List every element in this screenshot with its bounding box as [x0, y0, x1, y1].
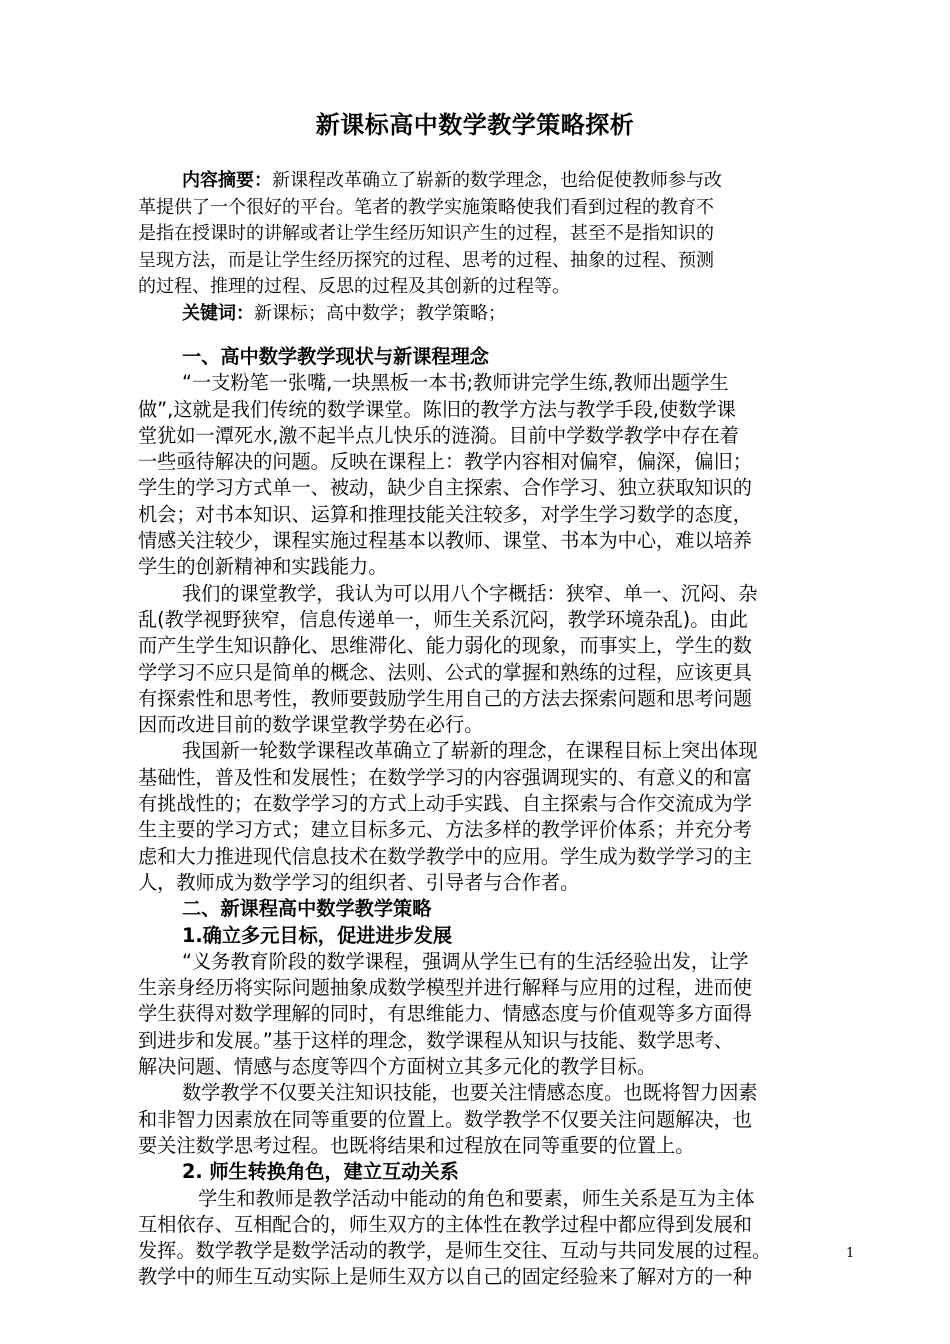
subsection-heading: 1.确立多元目标，促进进步发展 [182, 923, 453, 947]
paragraph-line: 一些亟待解决的问题。反映在课程上：教学内容相对偏窄，偏深，偏旧； [138, 450, 752, 474]
section-heading: 一、高中数学教学现状与新课程理念 [182, 345, 489, 368]
paragraph-line: 互相依存、互相配合的，师生双方的主体性在教学过程中都应得到发展和 [138, 1212, 752, 1236]
paragraph-line: 学生的创新精神和实践能力。 [138, 555, 388, 579]
paragraph-line: 人，教师成为数学学习的组织者、引导者与合作者。 [138, 870, 580, 894]
keywords-line [138, 301, 860, 328]
paragraph-line: 我们的课堂教学，我认为可以用八个字概括：狭窄、单一、沉闷、杂 [182, 581, 758, 605]
abstract-label: 内容摘要： [182, 170, 272, 191]
paragraph-line: 生主要的学习方式；建立目标多元、方法多样的教学评价体系；并充分考 [138, 818, 752, 842]
paragraph-line: 乱(教学视野狭窄，信息传递单一，师生关系沉闷，教学环境杂乱)。由此 [138, 607, 748, 631]
paragraph-line: 做”,这就是我们传统的数学课堂。陈旧的教学方法与教学手段,使数学课 [138, 397, 736, 421]
paragraph-line: 到进步和发展。”基于这样的理念，数学课程从知识与技能、数学思考、 [138, 1028, 734, 1052]
paragraph-line: 学生和教师是教学活动中能动的角色和要素，师生关系是互为主体 [198, 1186, 755, 1210]
paragraph-line: “义务教育阶段的数学课程，强调从学生已有的生活经验出发，让学 [182, 949, 749, 973]
subsection-heading: 2. 师生转换角色，建立互动关系 [182, 1160, 459, 1184]
paragraph-line: 有挑战性的；在数学学习的方式上动手实践、自主探索与合作交流成为学 [138, 792, 752, 816]
abstract-line: 革提供了一个很好的平台。笔者的教学实施策略使我们看到过程的教育不 [138, 196, 714, 218]
paragraph-line: 情感关注较少，课程实施过程基本以教师、课堂、书本为中心，难以培养 [138, 529, 752, 553]
paragraph-line: 学学习不应只是简单的概念、法则、公式的掌握和熟练的过程，应该更具 [138, 660, 752, 684]
paragraph-line: 解决问题、情感与态度等四个方面树立其多元化的教学目标。 [138, 1055, 657, 1079]
body-block [138, 344, 860, 1291]
paragraph-line: 教学中的师生互动实际上是师生双方以自己的固定经验来了解对方的一种 [138, 1265, 752, 1289]
paragraph-line: 学生的学习方式单一、被动，缺少自主探索、合作学习、独立获取知识的 [138, 476, 752, 500]
section-heading: 二、新课程高中数学教学策略 [182, 897, 432, 921]
paragraph-line: 因而改进目前的数学课堂教学势在必行。 [138, 713, 484, 737]
paragraph-line: 而产生学生知识静化、思维滞化、能力弱化的现象，而事实上，学生的数 [138, 634, 752, 658]
page-number: 1 [846, 1246, 855, 1261]
paragraph-line: 发挥。数学教学是数学活动的教学，是师生交往、互动与共同发展的过程。 [138, 1239, 772, 1263]
paragraph-line: 基础性，普及性和发展性；在数学学习的内容强调现实的、有意义的和富 [138, 765, 752, 789]
keywords-label: 关键词： [182, 302, 254, 324]
paragraph-line: “一支粉笔一张嘴,一块黑板一本书;教师讲完学生练,教师出题学生 [182, 371, 729, 395]
paragraph-line: 我国新一轮数学课程改革确立了崭新的理念，在课程目标上突出体现 [182, 739, 758, 763]
paragraph-line: 和非智力因素放在同等重要的位置上。数学教学不仅要关注问题解决，也 [138, 1107, 752, 1131]
paragraph-line: 要关注数学思考过程。也既将结果和过程放在同等重要的位置上。 [138, 1133, 695, 1157]
abstract-line: 呈现方法，而是让学生经历探究的过程、思考的过程、抽象的过程、预测 [138, 249, 714, 271]
abstract-block [138, 168, 860, 327]
abstract-line: 的过程、推理的过程、反思的过程及其创新的过程等。 [138, 276, 570, 297]
paragraph-line: 生亲身经历将实际问题抽象成数学模型并进行解释与应用的过程，进而使 [138, 976, 752, 1000]
paragraph-line: 虑和大力推进现代信息技术在数学教学中的应用。学生成为数学学习的主 [138, 844, 752, 868]
document-title: 新课标高中数学教学策略探析 [315, 110, 635, 139]
paragraph-line: 机会；对书本知识、运算和推理技能关注较多，对学生学习数学的态度， [138, 502, 752, 526]
keywords-text: 新课标；高中数学；教学策略； [254, 302, 506, 324]
paragraph-line: 学生获得对数学理解的同时，有思维能力、情感态度与价值观等多方面得 [138, 1002, 752, 1026]
paragraph-line: 数学教学不仅要关注知识技能，也要关注情感态度。也既将智力因素 [182, 1081, 758, 1105]
abstract-line: 内容摘要：新课程改革确立了崭新的数学理念，也给促使教师参与改 [182, 170, 722, 191]
paragraph-line: 堂犹如一潭死水,激不起半点儿快乐的涟漪。目前中学数学教学中存在着 [138, 423, 739, 447]
paragraph-line: 有探索性和思考性，教师要鼓励学生用自己的方法去探索问题和思考问题 [138, 686, 752, 710]
abstract-line: 是指在授课时的讲解或者让学生经历知识产生的过程，甚至不是指知识的 [138, 223, 714, 244]
